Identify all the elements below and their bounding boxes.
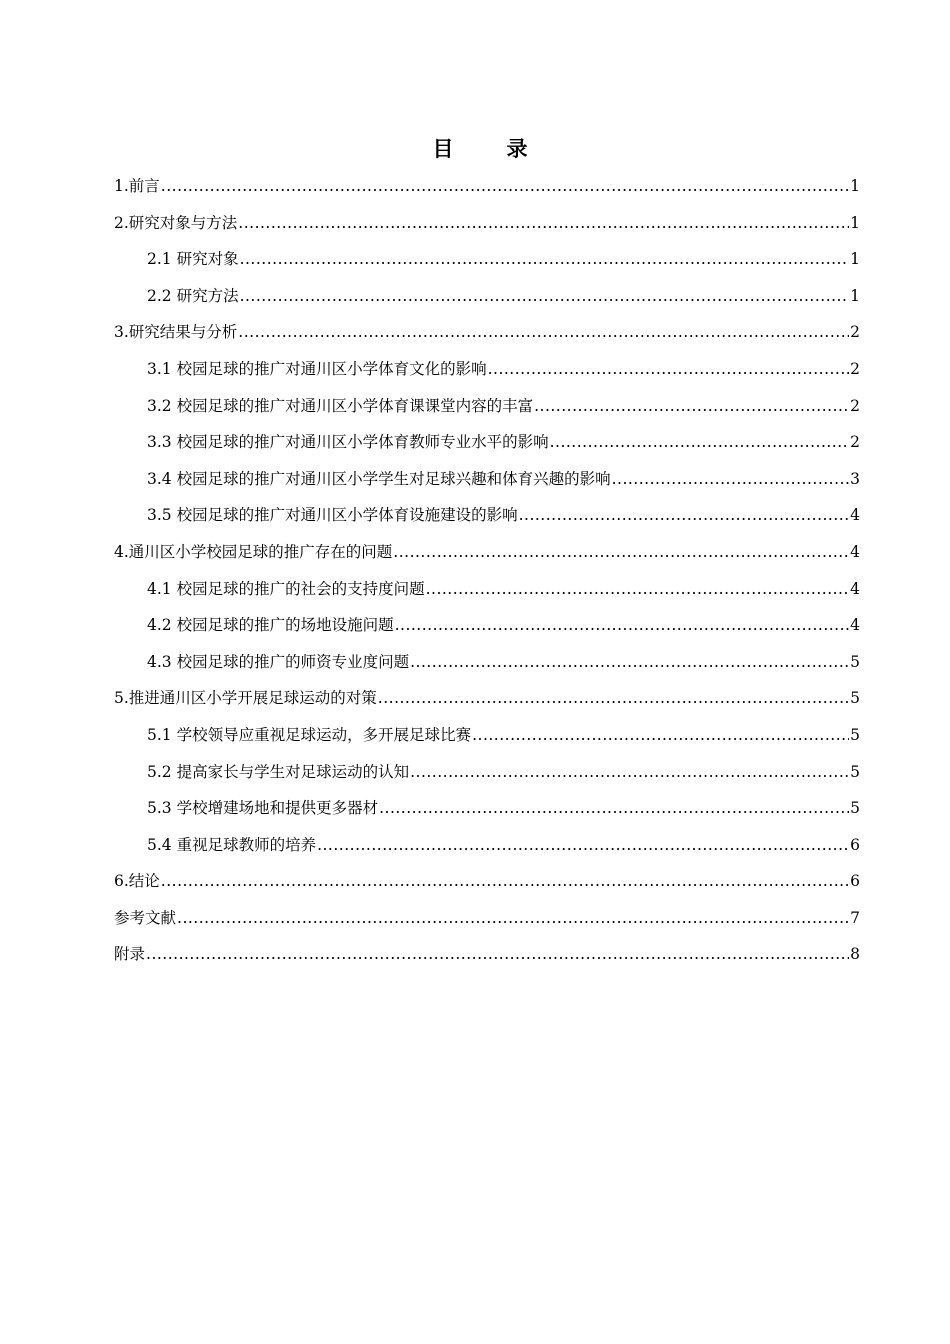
- toc-entry-page-number: 1: [850, 250, 860, 269]
- toc-entry-label: 2.1 研究对象: [147, 250, 239, 269]
- toc-entry[interactable]: [114, 754, 860, 791]
- toc-entry-label: 2.2 研究方法: [147, 286, 239, 305]
- toc-entry-page-number: 5: [850, 689, 860, 708]
- toc-entry[interactable]: [114, 461, 860, 498]
- toc-entry-page-number: 2: [850, 359, 860, 378]
- toc-entry-label: 3.研究结果与分析: [114, 323, 238, 342]
- toc-entry-label: 5.1 学校领导应重视足球运动，多开展足球比赛: [147, 725, 472, 744]
- toc-entry[interactable]: [114, 534, 860, 571]
- toc-entry[interactable]: [114, 278, 860, 315]
- toc-entry[interactable]: [114, 680, 860, 717]
- toc-entry-label: 4.3 校园足球的推广的师资专业度问题: [147, 652, 410, 671]
- toc-entry-label: 3.3 校园足球的推广对通川区小学体育教师专业水平的影响: [147, 433, 549, 452]
- toc-entry-label: 2.研究对象与方法: [114, 213, 238, 232]
- dot-leader: [378, 680, 849, 717]
- toc-entry[interactable]: [114, 863, 860, 900]
- toc-entry-label: 3.4 校园足球的推广对通川区小学学生对足球兴趣和体育兴趣的影响: [147, 469, 611, 488]
- toc-entry-label: 4.2 校园足球的推广的场地设施问题: [147, 616, 394, 635]
- toc-entry-page-number: 3: [850, 469, 860, 488]
- toc-entry-page-number: 4: [850, 506, 860, 525]
- toc-entry-page-number: 4: [850, 616, 860, 635]
- toc-entry-page-number: 1: [850, 286, 860, 305]
- toc-entry[interactable]: [114, 497, 860, 534]
- toc-entry[interactable]: [114, 314, 860, 351]
- toc-entry-page-number: 7: [850, 908, 860, 927]
- toc-entry[interactable]: [114, 936, 860, 973]
- toc-entry-page-number: 5: [850, 652, 860, 671]
- toc-entry-label: 6.结论: [114, 872, 160, 891]
- toc-entry-page-number: 1: [850, 177, 860, 195]
- toc-entry-label: 5.4 重视足球教师的培养: [147, 835, 317, 854]
- dot-leader: [519, 497, 850, 534]
- toc-entry[interactable]: [114, 424, 860, 461]
- dot-leader: [488, 351, 850, 388]
- toc-entry-page-number: 2: [850, 323, 860, 342]
- toc-entry[interactable]: [114, 607, 860, 644]
- toc-entry[interactable]: [114, 205, 860, 242]
- dot-leader: [472, 717, 849, 754]
- dot-leader: [177, 900, 849, 937]
- toc-entry[interactable]: [114, 827, 860, 864]
- toc-entry-label: 3.5 校园足球的推广对通川区小学体育设施建设的影响: [147, 506, 518, 525]
- toc-entry-page-number: 5: [850, 725, 860, 744]
- toc-entry-page-number: 8: [850, 945, 860, 964]
- toc-entry-page-number: 6: [850, 872, 860, 891]
- toc-entry[interactable]: [114, 351, 860, 388]
- toc-entry-label: 4.通川区小学校园足球的推广存在的问题: [114, 542, 393, 561]
- toc-entry-page-number: 5: [850, 799, 860, 818]
- toc-entry[interactable]: [114, 644, 860, 681]
- toc-entry[interactable]: [114, 571, 860, 608]
- toc-entry-label: 3.2 校园足球的推广对通川区小学体育课课堂内容的丰富: [147, 396, 534, 415]
- toc-entry[interactable]: [114, 388, 860, 425]
- dot-leader: [238, 205, 849, 242]
- dot-leader: [161, 863, 849, 900]
- toc-entry-page-number: 1: [850, 213, 860, 232]
- toc-entry-label: 附录: [114, 945, 146, 964]
- dot-leader: [161, 168, 849, 205]
- dot-leader: [612, 461, 850, 498]
- toc-entry[interactable]: [114, 790, 860, 827]
- toc-entry-label: 1.前言: [114, 177, 160, 195]
- dot-leader: [426, 571, 850, 608]
- toc-entry-page-number: 2: [850, 433, 860, 452]
- toc-entry[interactable]: [114, 717, 860, 754]
- dot-leader: [146, 936, 849, 973]
- toc-entry-page-number: 5: [850, 762, 860, 781]
- toc-entry-label: 4.1 校园足球的推广的社会的支持度问题: [147, 579, 425, 598]
- toc-entry[interactable]: [114, 168, 860, 205]
- dot-leader: [550, 424, 850, 461]
- dot-leader: [238, 314, 849, 351]
- dot-leader: [379, 790, 849, 827]
- toc-entry[interactable]: [114, 241, 860, 278]
- toc-entry[interactable]: [114, 900, 860, 937]
- dot-leader: [240, 278, 850, 315]
- toc-entry-label: 5.推进通川区小学开展足球运动的对策: [114, 689, 377, 708]
- dot-leader: [410, 644, 849, 681]
- toc-entry-label: 参考文献: [114, 908, 177, 927]
- dot-leader: [317, 827, 849, 864]
- toc-entry-label: 5.3 学校增建场地和提供更多器材: [147, 799, 379, 818]
- toc-entry-label: 3.1 校园足球的推广对通川区小学体育文化的影响: [147, 359, 487, 378]
- toc-entry-page-number: 4: [850, 579, 860, 598]
- toc-entry-page-number: 6: [850, 835, 860, 854]
- dot-leader: [410, 754, 849, 791]
- toc-entry-label: 5.2 提高家长与学生对足球运动的认知: [147, 762, 410, 781]
- toc-entry-page-number: 4: [850, 542, 860, 561]
- table-of-contents: [114, 168, 860, 973]
- dot-leader: [240, 241, 850, 278]
- dot-leader: [393, 534, 849, 571]
- toc-entry-page-number: 2: [850, 396, 860, 415]
- dot-leader: [395, 607, 850, 644]
- dot-leader: [534, 388, 849, 425]
- toc-title: 目 录: [432, 137, 544, 161]
